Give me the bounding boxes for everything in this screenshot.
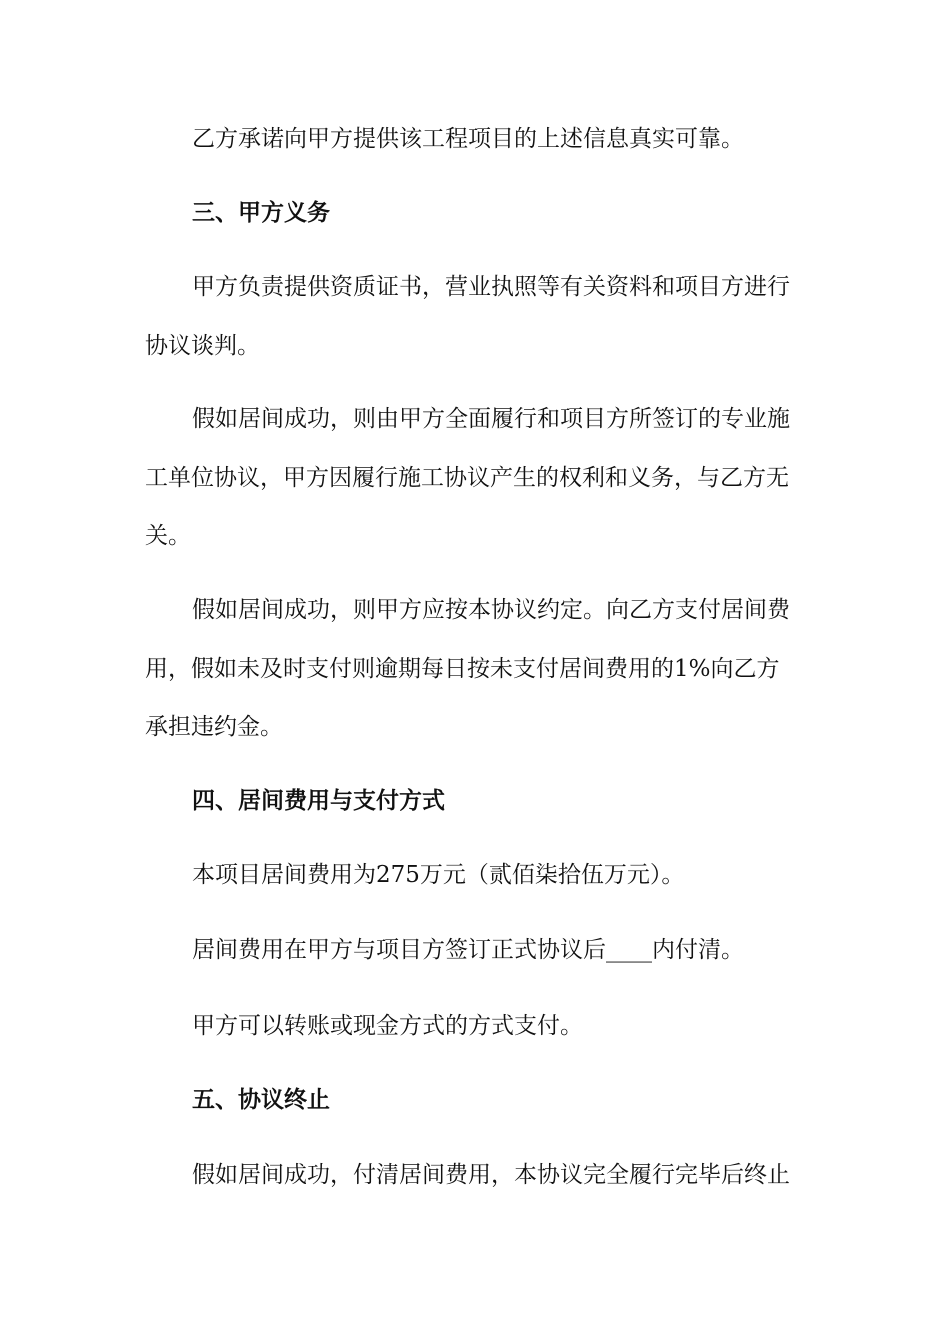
paragraph-text: 居间费用在甲方与项目方签订正式协议后____内付清。: [192, 937, 744, 963]
section-heading-4: 四、居间费用与支付方式: [192, 787, 445, 814]
paragraph-text: 用，假如未及时支付则逾期每日按未支付居间费用的1%向乙方: [145, 656, 780, 682]
paragraph-text: 假如居间成功，则甲方应按本协议约定。向乙方支付居间费: [192, 597, 790, 623]
paragraph-text: 甲方可以转账或现金方式的方式支付。: [192, 1013, 583, 1039]
paragraph-text: 协议谈判。: [145, 333, 260, 359]
paragraph-text: 乙方承诺向甲方提供该工程项目的上述信息真实可靠。: [192, 126, 744, 152]
paragraph-text: 假如居间成功，付清居间费用，本协议完全履行完毕后终止: [192, 1162, 790, 1188]
paragraph-text: 关。: [145, 523, 191, 549]
paragraph-text: 假如居间成功，则由甲方全面履行和项目方所签订的专业施: [192, 406, 790, 432]
paragraph-text: 甲方负责提供资质证书，营业执照等有关资料和项目方进行: [192, 274, 790, 300]
section-heading-3: 三、甲方义务: [192, 199, 330, 226]
paragraph-text: 工单位协议，甲方因履行施工协议产生的权利和义务，与乙方无: [145, 465, 789, 491]
paragraph-text: 本项目居间费用为275万元（贰佰柒拾伍万元）。: [192, 862, 685, 888]
paragraph-text: 承担违约金。: [145, 714, 283, 740]
section-heading-5: 五、协议终止: [192, 1086, 330, 1113]
